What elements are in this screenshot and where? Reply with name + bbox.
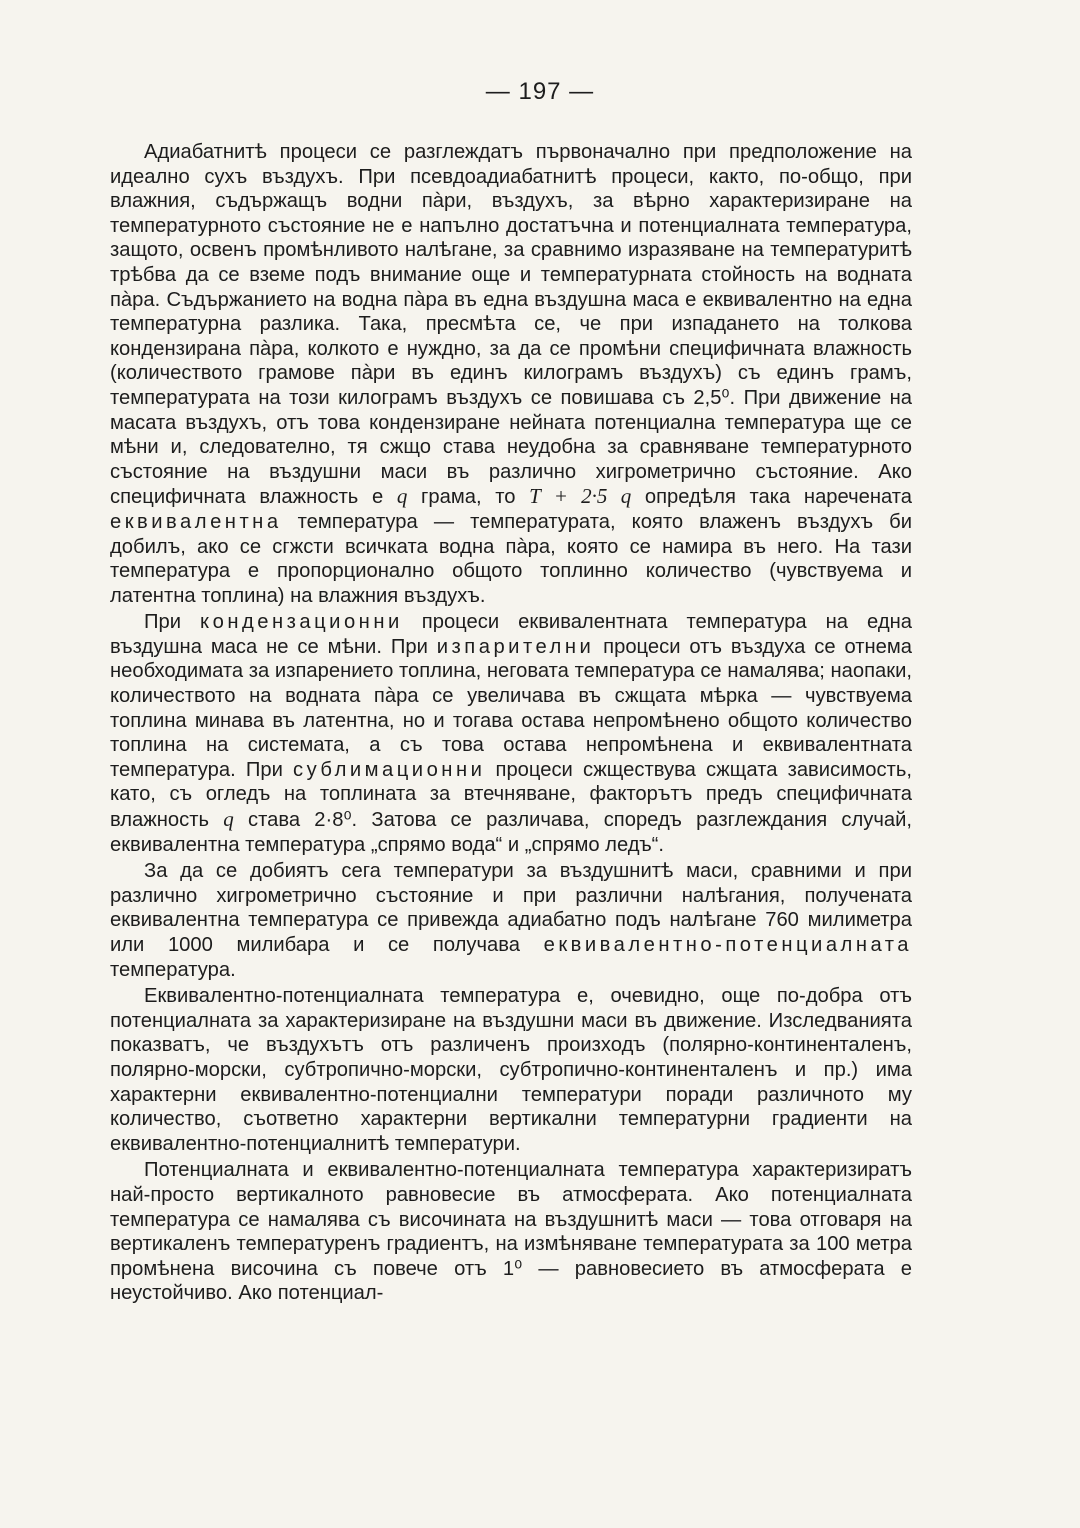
spaced-term: еквивалентно-потенциалната	[543, 934, 913, 956]
paragraph-text: процеси еквивалентната температура на една въздушна маса не се мѣни. При	[110, 611, 912, 658]
math-formula: T + 2·5 q	[529, 484, 632, 509]
paragraph-condensation	[110, 610, 912, 857]
spaced-term: изпарителни	[436, 635, 595, 658]
paragraph-text: грама, то	[421, 486, 516, 509]
page-number: — 197 —	[485, 78, 595, 105]
paragraph-text: процеси сжществува сжщата зависимость, като, съ огледъ на топлината за втечняване, факторътъ предъ специфичната влажность	[110, 758, 913, 832]
paragraph-text: температура — температурата, която влаженъ въздухъ би добилъ, ако се сгжсти всичката водна пàра, която се намира въ него. На тази температура е пропорционално общото топлинно количество (чувствуема и латентна топлина) на влажния въздухъ.	[110, 510, 912, 607]
paragraph-adiabatic	[110, 140, 912, 608]
paragraph-text: За да се добиятъ сега температури за въздушнитѣ маси, сравними и при различно хигрометрично състояние и при различни налѣгания, получената еквивалентна температура се привежда адиабатно подъ налѣгане 760 милиметра или 1000 милибара и се получава	[110, 860, 912, 956]
paragraph-text: При	[144, 611, 182, 634]
paragraph-air-masses	[110, 984, 912, 1156]
paragraph-text: Потенциалната и еквивалентно-потенциалната температура характеризиратъ най-просто вертикалното равновесие въ атмосферата. Ако потенциалната температура се намалява съ височината на въздушнитѣ маси — това отговаря на вертикаленъ температуренъ градиентъ, на измѣняване температурата за 100 метра промѣнена височина съ повече отъ 1⁰ — равновесието въ атмосферата е неустойчиво. Ако потенциал-	[110, 1159, 912, 1305]
paragraph-text: опредѣля така наречената	[644, 486, 913, 509]
spaced-term: сублимационни	[293, 758, 486, 781]
spaced-term: кондензационни	[200, 611, 403, 634]
text-body	[110, 140, 912, 1306]
math-variable-q: q	[223, 807, 234, 832]
paragraph-text: Адиабатнитѣ процеси се разглеждатъ първоначално при предположение на идеално сухъ въздухъ. При псевдоадиабатнитѣ процеси, както, по-общо, при влажния, съдържащъ водни пàри, въздухъ, за вѣрно характеризиране на температурното състояние не е напълно достатъчна и потенциалната температура, защото, освенъ промѣнливото налѣгане, за сравнимо изразяване на температуритѣ трѣбва да се вземе подъ внимание още и температурната стойность на водната пàра. Съдържанието на водна пàра въ една въздушна маса е еквивалентно на една температурна разлика. Така, пресмѣта се, че при изпадането на толкова кондензирана пàра, колкото е нуждно, за да се промѣни специфичната влажность (количеството грамове пàри въ единъ килограмъ въздухъ) съ единъ грамъ, температурата на този килограмъ въздухъ се повишава съ 2,5⁰. При движение на масата въздухъ, отъ това кондензиране нейната потенциална температура ще се мѣни и, следователно, тя сжщо става неудобна за сравняване температурното състояние на въздушни маси въ различно хигрометрично състояние. Ако специфичната влажность е	[110, 141, 912, 509]
paragraph-text: Еквивалентно-потенциалната температура е, очевидно, още по-добра отъ потенциалната за характеризиране на въздушни маси въ движение. Изследванията показватъ, че въздухътъ отъ различенъ произходъ (полярно-континенталенъ, полярно-морски, субтропично-морски, субтропично-континенталенъ и пр.) има характерни еквивалентно-потенциални температури поради различното му количество, съответно характерни вертикални температурни градиенти на еквивалентно-потенциалнитѣ температури.	[110, 985, 912, 1155]
math-variable-q: q	[396, 484, 408, 509]
paragraph-text: става 2·8⁰. Затова се различава, споредъ разглеждания случай, еквивалентна температура „спрямо вода“ и „спрямо ледъ“.	[110, 809, 913, 856]
paragraph-text: процеси отъ въздуха се отнема необходимата за изпарението топлина, неговата температура се намалява; наопаки, количеството на водната пàра се увеличава въ сжщата мѣрка — чувствуема топлина минава въ латентна, но и тогава остава непромѣнено общото количество топлина на системата, а съ това остава непромѣнена и еквивалентната температура. При	[110, 635, 913, 781]
paragraph-equivalent-potential	[110, 859, 912, 982]
spaced-term: еквивалентна	[110, 510, 282, 533]
paragraph-vertical-equilibrium	[110, 1158, 912, 1306]
paragraph-text: температура.	[110, 958, 236, 981]
